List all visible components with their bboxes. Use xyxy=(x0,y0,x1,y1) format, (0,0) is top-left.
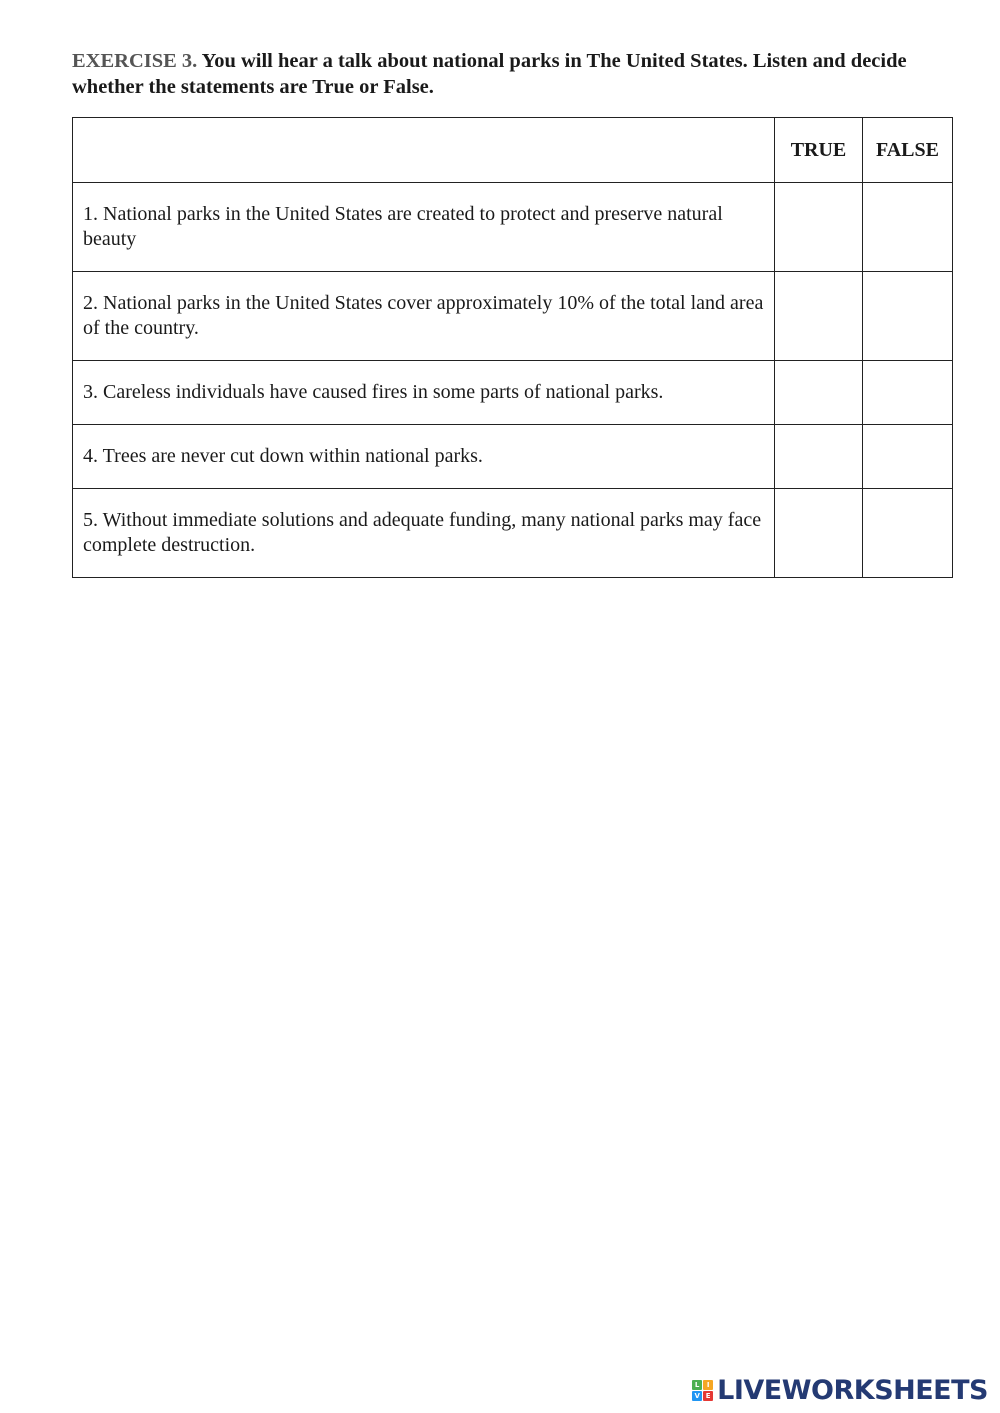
false-answer-box-2[interactable] xyxy=(863,272,953,361)
exercise-instructions xyxy=(72,48,932,100)
table-row xyxy=(73,489,953,578)
exercise-label: EXERCISE 3. xyxy=(72,50,198,72)
table-row xyxy=(73,272,953,361)
logo-tile-l: L xyxy=(692,1380,702,1390)
false-answer-box-4[interactable] xyxy=(863,425,953,489)
statement-2: 2. National parks in the United States cover approximately 10% of the total land area of the country. xyxy=(73,272,775,361)
true-header: TRUE xyxy=(775,118,863,183)
table-row xyxy=(73,361,953,425)
table-row xyxy=(73,425,953,489)
false-answer-box-3[interactable] xyxy=(863,361,953,425)
statement-header xyxy=(73,118,775,183)
logo-tile-i: I xyxy=(703,1380,713,1390)
statement-5: 5. Without immediate solutions and adequate funding, many national parks may face complete destruction. xyxy=(73,489,775,578)
liveworksheets-brand xyxy=(692,1372,988,1408)
true-answer-box-4[interactable] xyxy=(775,425,863,489)
table-header-row xyxy=(73,118,953,183)
false-answer-box-5[interactable] xyxy=(863,489,953,578)
liveworksheets-logo-icon xyxy=(692,1380,713,1401)
statement-4: 4. Trees are never cut down within national parks. xyxy=(73,425,775,489)
statement-1: 1. National parks in the United States are created to protect and preserve natural beauty xyxy=(73,183,775,272)
true-answer-box-5[interactable] xyxy=(775,489,863,578)
true-false-table xyxy=(72,117,953,578)
true-answer-box-3[interactable] xyxy=(775,361,863,425)
true-answer-box-1[interactable] xyxy=(775,183,863,272)
table-row xyxy=(73,183,953,272)
true-answer-box-2[interactable] xyxy=(775,272,863,361)
false-header: FALSE xyxy=(863,118,953,183)
exercise-instruction-text: You will hear a talk about national parks in The United States. Listen and decide whether the statements are True or False. xyxy=(72,50,907,98)
false-answer-box-1[interactable] xyxy=(863,183,953,272)
brand-wordmark: LIVEWORKSHEETS xyxy=(717,1374,988,1406)
statement-3: 3. Careless individuals have caused fires in some parts of national parks. xyxy=(73,361,775,425)
logo-tile-v: V xyxy=(692,1391,702,1401)
logo-tile-e: E xyxy=(703,1391,713,1401)
